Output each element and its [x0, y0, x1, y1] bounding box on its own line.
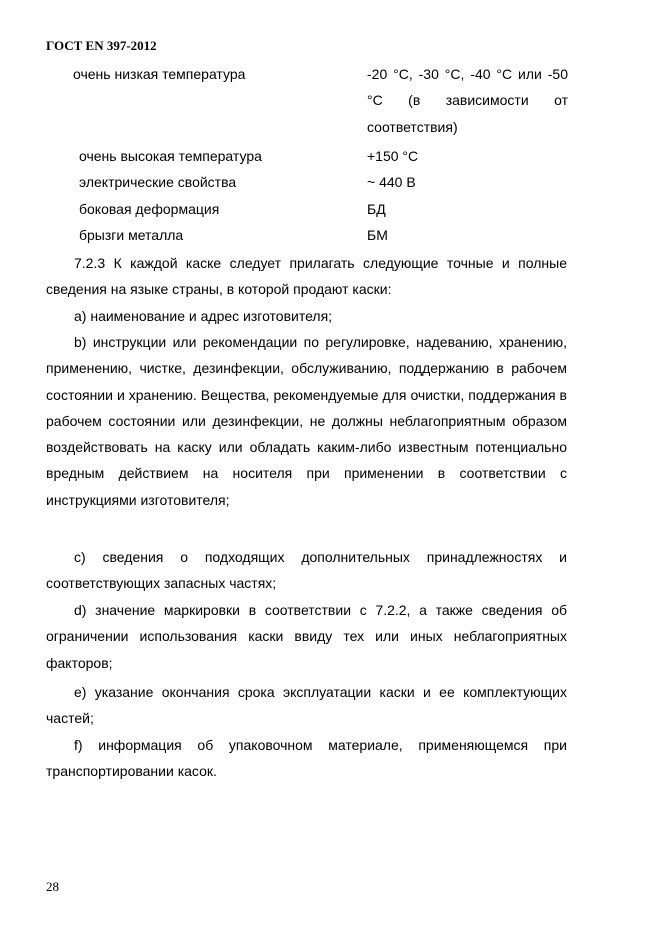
property-row [0, 148, 661, 168]
property-value: БД [367, 201, 386, 217]
property-value: ~ 440 В [367, 174, 416, 190]
property-value: БМ [367, 227, 388, 243]
property-row [0, 201, 661, 221]
page-number: 28 [46, 879, 59, 894]
list-item-a: a) наименование и адрес изготовителя; [74, 308, 333, 324]
property-label: очень высокая температура [79, 148, 262, 164]
list-item-d: d) значение маркировки в соответствии с 7.2.2, а также сведения об ограничении использования каски ввиду тех или иных неблагоприятных факторов; [46, 602, 567, 671]
property-label: очень низкая температура [73, 66, 246, 82]
list-item-f: f) информация об упаковочном материале, применяющемся при транспортировании касок. [46, 737, 567, 780]
property-label: электрические свойства [79, 174, 237, 190]
property-row [0, 174, 661, 194]
document-code: ГОСТ EN 397-2012 [46, 38, 157, 53]
property-row [0, 227, 661, 247]
property-value: -20 °C, -30 °C, -40 °C или -50 °C (в зависимости от соответствия) [367, 66, 568, 135]
list-item-c: c) сведения о подходящих дополнительных принадлежностях и соответствующих запасных частях; [46, 549, 567, 592]
list-item-e: e) указание окончания срока эксплуатации каски и ее комплектующих частей; [46, 684, 567, 727]
list-item-b: b) инструкции или рекомендации по регулировке, надеванию, хранению, применению, чистке, дезинфекции, обслуживанию, поддержанию в рабочем состоянии и хранению. Вещества, рекомендуемые для очистки, поддержания в рабочем состоянии или дезинфекции, не должны неблагоприятным образом воздействовать на каску или обладать каким-либо известным потенциально вредным действием на носителя при применении в соответствии с инструкциями изготовителя; [46, 334, 567, 508]
property-value: +150 °C [367, 148, 419, 164]
paragraph-7-2-3: 7.2.3 К каждой каске следует прилагать следующие точные и полные сведения на языке страны, в которой продают каски: [46, 255, 567, 298]
property-label: боковая деформация [79, 201, 220, 217]
property-label: брызги металла [79, 227, 184, 243]
